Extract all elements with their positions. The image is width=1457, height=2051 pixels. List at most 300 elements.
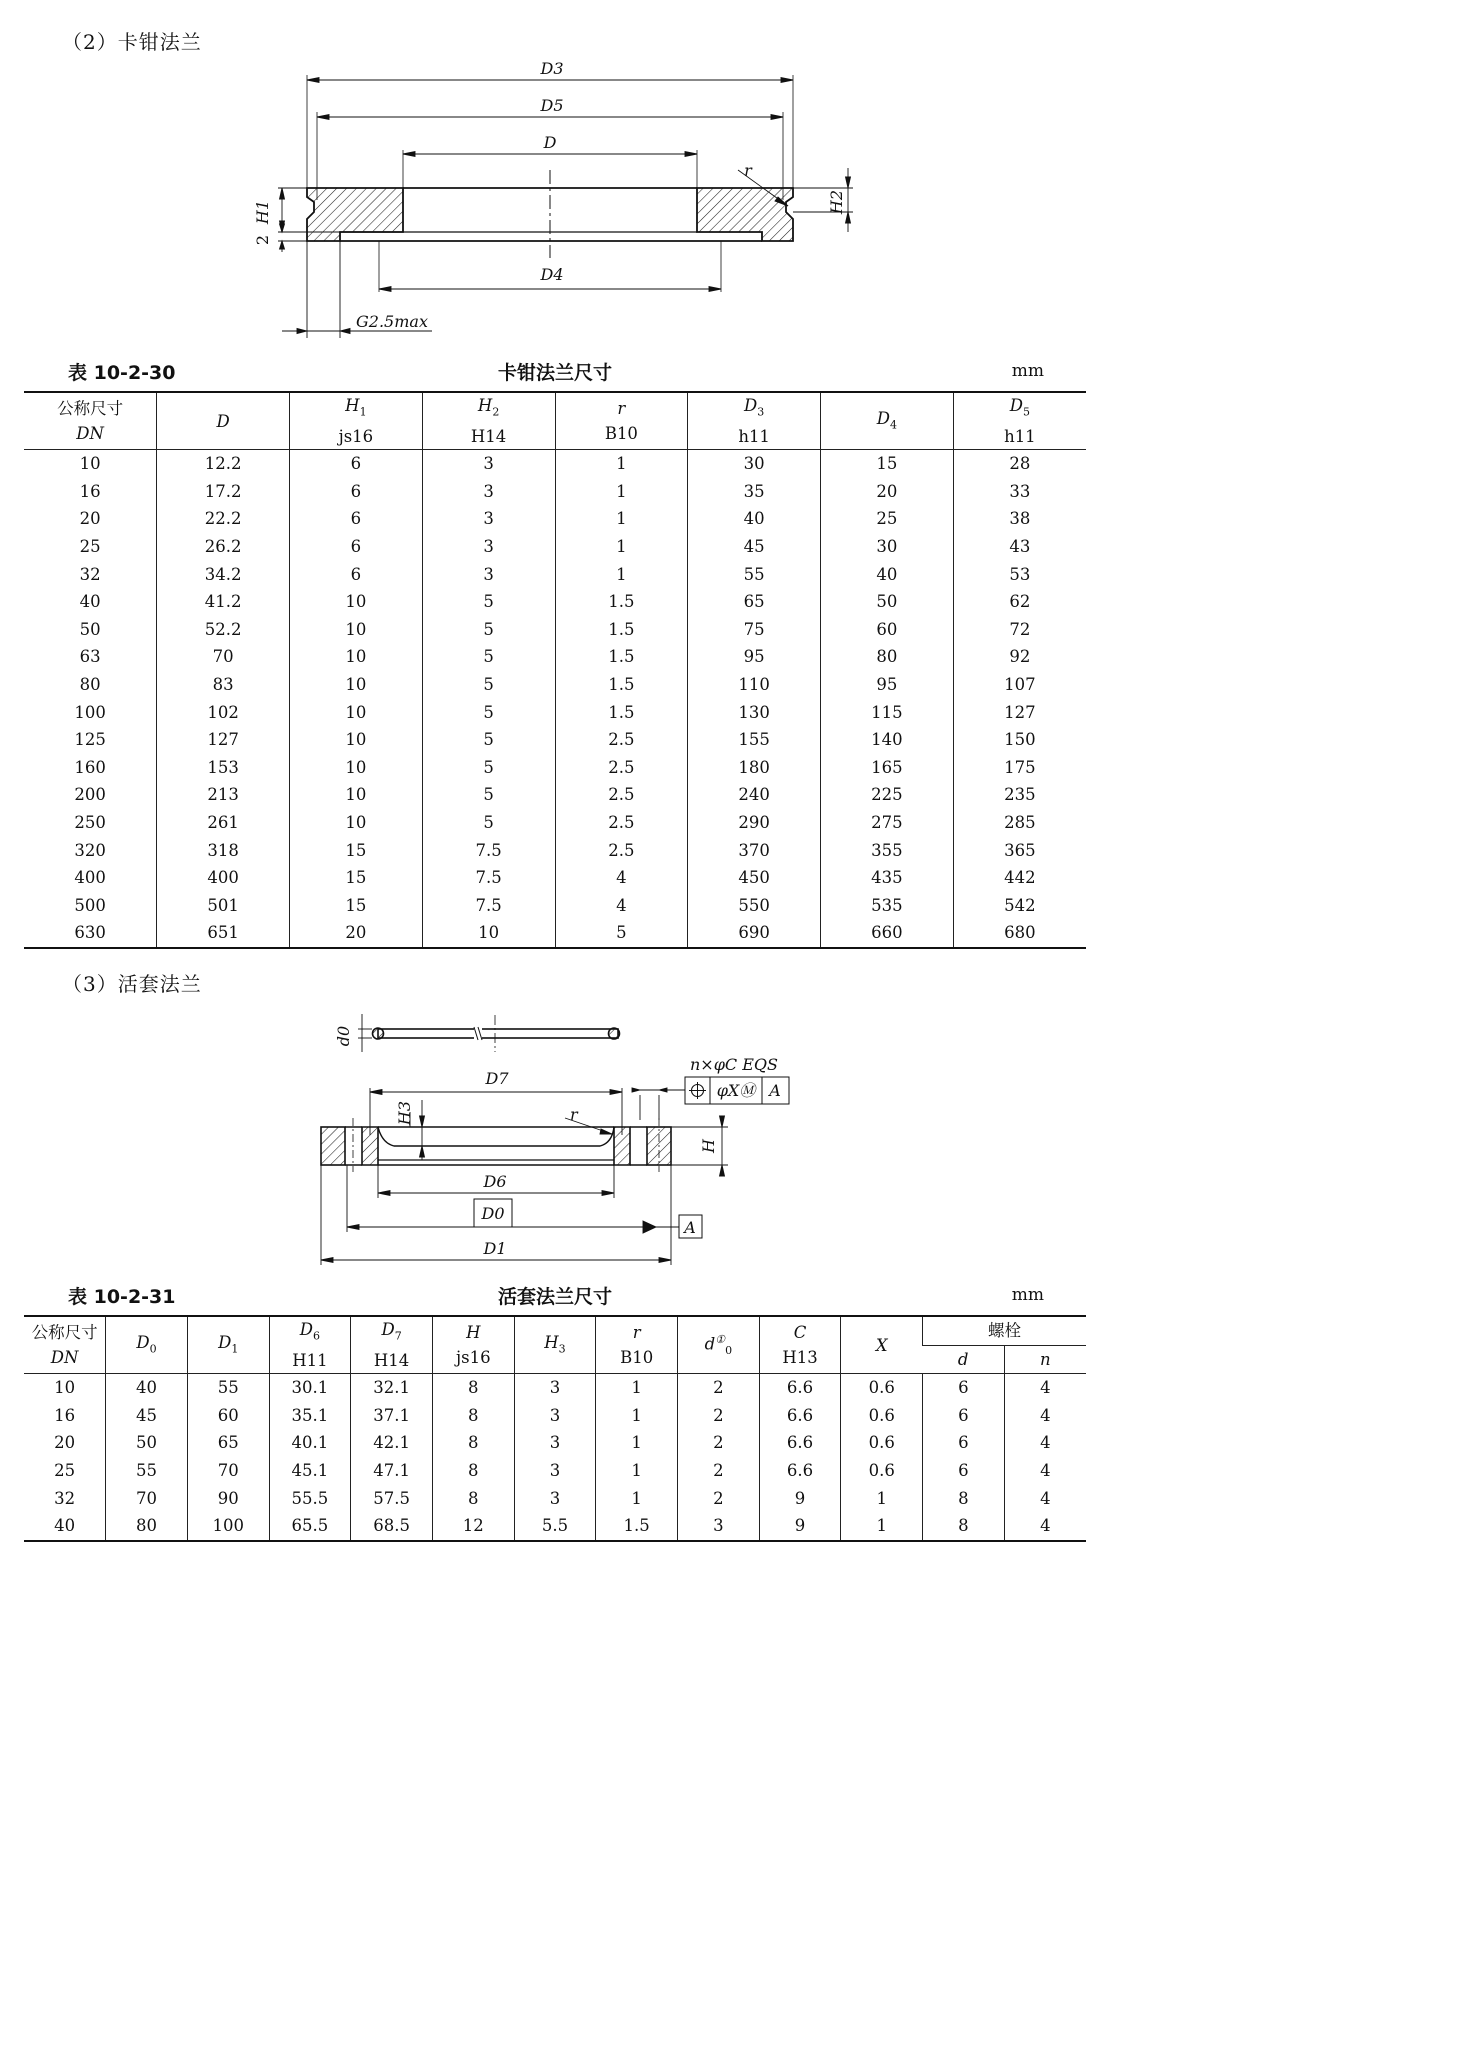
table-cell: 4: [1004, 1402, 1086, 1430]
table-cell: 651: [157, 919, 290, 948]
table-cell: 33: [953, 478, 1086, 506]
table-cell: 6: [290, 561, 423, 589]
table-cell: 153: [157, 754, 290, 782]
table-cell: 501: [157, 892, 290, 920]
table-cell: 155: [688, 726, 821, 754]
table-cell: 8: [923, 1485, 1005, 1513]
table-cell: 40: [688, 505, 821, 533]
table-cell: 1: [841, 1512, 923, 1541]
dim-label-d5: D5: [540, 96, 564, 115]
column-header-tolerance: DN: [76, 424, 104, 444]
column-header-subscript: 0: [149, 1341, 157, 1355]
table-cell: 15: [821, 450, 954, 478]
table-cell: 55.5: [269, 1485, 351, 1513]
table-cell: 3: [514, 1457, 596, 1485]
table-cell: 1: [555, 533, 688, 561]
table-cell: 25: [821, 505, 954, 533]
table-row: [24, 671, 1086, 699]
table-cell: 52.2: [157, 616, 290, 644]
column-header: [596, 1316, 678, 1374]
table-cell: 65: [187, 1429, 269, 1457]
column-header-subscript: 0: [725, 1344, 733, 1358]
table-cell: 40: [106, 1374, 188, 1402]
table-cell: 5: [422, 754, 555, 782]
table-cell: 7.5: [422, 837, 555, 865]
table-unit: mm: [1011, 1285, 1044, 1305]
table-cell: 115: [821, 699, 954, 727]
table-cell: 1.5: [596, 1512, 678, 1541]
dim-label-d6: D6: [483, 1172, 507, 1191]
table-cell: 32: [79, 564, 101, 584]
table-cell: 10: [290, 643, 423, 671]
table-row: [24, 837, 1086, 865]
table-row: [24, 533, 1086, 561]
table-cell: 45: [106, 1402, 188, 1430]
table-cell: 8: [432, 1429, 514, 1457]
table-cell: 690: [688, 919, 821, 948]
table-cell: 40.1: [269, 1429, 351, 1457]
table-cell: 3: [514, 1485, 596, 1513]
table-cell: 1: [596, 1485, 678, 1513]
column-header: [269, 1316, 351, 1374]
table-cell: 3: [514, 1374, 596, 1402]
table-cell: 50: [106, 1429, 188, 1457]
dim-label-d: D: [543, 133, 557, 152]
table-row: [24, 1374, 1086, 1402]
table-cell: 7.5: [422, 892, 555, 920]
table-cell: 10: [290, 671, 423, 699]
table-cell: 6.6: [759, 1402, 841, 1430]
table-cell: 0.6: [841, 1374, 923, 1402]
table-cell: 10: [79, 454, 101, 474]
loose-flange-drawing: [300, 1010, 820, 1272]
table-cell: 47.1: [351, 1457, 433, 1485]
table-row: [24, 809, 1086, 837]
table-cell: 240: [688, 781, 821, 809]
table-row: [24, 892, 1086, 920]
column-header-symbol: X: [875, 1335, 888, 1355]
dim-label-d4: D4: [540, 265, 564, 284]
column-header-subscript: 2: [492, 405, 500, 419]
dim-label-r: r: [570, 1105, 578, 1124]
table-cell: 55: [106, 1457, 188, 1485]
table-row: [24, 561, 1086, 589]
column-header: [422, 392, 555, 450]
column-header-symbol: 公称尺寸: [57, 399, 124, 419]
table-cell: 320: [74, 840, 106, 860]
table-cell: 40: [54, 1516, 76, 1536]
table-cell: 15: [290, 892, 423, 920]
column-header-tolerance: B10: [604, 424, 638, 444]
column-header-symbol: $D_6$: [299, 1320, 321, 1343]
column-header-subscript: 7: [394, 1329, 402, 1343]
table-cell: 290: [688, 809, 821, 837]
table-row: [24, 643, 1086, 671]
table-cell: 130: [688, 699, 821, 727]
table-cell: 10: [290, 699, 423, 727]
column-header: [106, 1316, 188, 1374]
table-row: [24, 588, 1086, 616]
column-header: [514, 1316, 596, 1374]
table-cell: 3: [678, 1512, 760, 1541]
table-cell: 2.5: [555, 837, 688, 865]
column-header-tolerance: H13: [782, 1348, 818, 1368]
table-cell: 6: [290, 533, 423, 561]
table-cell: 45.1: [269, 1457, 351, 1485]
table-number: 表 10-2-30: [68, 362, 176, 384]
column-header: [923, 1345, 1005, 1374]
table-10-2-31-header: [24, 1282, 1086, 1310]
table-cell: 65.5: [269, 1512, 351, 1541]
column-header-tolerance: H14: [470, 427, 507, 447]
datum-label-a: A: [684, 1218, 696, 1237]
table-cell: 12.2: [157, 450, 290, 478]
table-cell: 150: [953, 726, 1086, 754]
table-cell: 55: [688, 561, 821, 589]
column-header-symbol: $D_4$: [876, 408, 897, 431]
table-cell: 1: [596, 1374, 678, 1402]
table-cell: 3: [422, 561, 555, 589]
table-cell: 55: [187, 1374, 269, 1402]
table-cell: 6: [290, 450, 423, 478]
table-cell: 17.2: [157, 478, 290, 506]
table-cell: 355: [821, 837, 954, 865]
dim-label-h: H: [699, 1139, 718, 1153]
position-tolerance: φXⓂ: [716, 1081, 756, 1100]
table-cell: 5: [422, 809, 555, 837]
table-cell: 80: [821, 643, 954, 671]
table-cell: 60: [187, 1402, 269, 1430]
column-header: [759, 1316, 841, 1374]
table-cell: 1: [596, 1429, 678, 1457]
dim-label-g: G2.5max: [356, 312, 428, 331]
table-cell: 9: [759, 1485, 841, 1513]
table-cell: 62: [953, 588, 1086, 616]
table-caption: 活套法兰尺寸: [497, 1286, 612, 1308]
column-header: [351, 1316, 433, 1374]
column-header: [24, 392, 157, 450]
table-cell: 32: [54, 1488, 76, 1508]
column-header-subscript: 3: [558, 1341, 566, 1355]
clamp-flange-drawing: [240, 55, 880, 345]
table-cell: 34.2: [157, 561, 290, 589]
table-cell: 20: [821, 478, 954, 506]
table-cell: 2: [678, 1402, 760, 1430]
table-cell: 5.5: [514, 1512, 596, 1541]
table-cell: 75: [688, 616, 821, 644]
column-header-tolerance: B10: [620, 1348, 654, 1368]
table-row: [24, 781, 1086, 809]
column-header: [841, 1316, 923, 1374]
column-header-symbol: $D_3$: [744, 396, 765, 419]
table-cell: 5: [422, 588, 555, 616]
table-cell: 3: [422, 533, 555, 561]
table-cell: 10: [290, 809, 423, 837]
column-header-symbol: $D_5$: [1009, 396, 1030, 419]
table-cell: 16: [79, 481, 101, 501]
table-cell: 1.5: [555, 616, 688, 644]
table-cell: 1: [841, 1485, 923, 1513]
table-row: [24, 919, 1086, 948]
column-header-subscript: 1: [231, 1341, 239, 1355]
table-cell: 37.1: [351, 1402, 433, 1430]
dim-label-h1: H1: [253, 199, 272, 225]
table-cell: 15: [290, 864, 423, 892]
table-cell: 2: [678, 1457, 760, 1485]
table-cell: 57.5: [351, 1485, 433, 1513]
table-cell: 4: [1004, 1429, 1086, 1457]
table-cell: 45: [688, 533, 821, 561]
table-cell: 400: [74, 868, 106, 888]
column-header: [555, 392, 688, 450]
column-header: [953, 392, 1086, 450]
column-header-symbol: $H_2$: [477, 396, 500, 419]
dim-label-d0: d0: [334, 1025, 353, 1047]
table-cell: 2: [678, 1429, 760, 1457]
table-cell: 4: [1004, 1485, 1086, 1513]
table-cell: 10: [290, 616, 423, 644]
table-cell: 95: [688, 643, 821, 671]
table-cell: 16: [54, 1405, 76, 1425]
table-cell: 25: [54, 1461, 76, 1481]
table-cell: 0.6: [841, 1457, 923, 1485]
table-cell: 3: [514, 1429, 596, 1457]
bolt-group-header: 螺栓: [923, 1316, 1086, 1345]
column-header: [678, 1316, 760, 1374]
table-cell: 8: [432, 1402, 514, 1430]
column-header-subscript: 3: [757, 405, 765, 419]
column-header-subscript: 4: [889, 417, 897, 431]
column-header-symbol: D: [216, 411, 230, 431]
table-cell: 213: [157, 781, 290, 809]
column-header-symbol: C: [793, 1323, 807, 1343]
table-cell: 165: [821, 754, 954, 782]
table-cell: 3: [422, 505, 555, 533]
column-header-symbol: $D_0$: [136, 1332, 157, 1355]
table-cell: 285: [953, 809, 1086, 837]
table-cell: 680: [953, 919, 1086, 948]
table-cell: 6: [923, 1374, 1005, 1402]
table-cell: 660: [821, 919, 954, 948]
table-cell: 10: [54, 1378, 76, 1398]
table-cell: 22.2: [157, 505, 290, 533]
table-cell: 127: [953, 699, 1086, 727]
table-cell: 4: [1004, 1374, 1086, 1402]
table-cell: 95: [821, 671, 954, 699]
table-cell: 20: [54, 1433, 76, 1453]
table-cell: 20: [290, 919, 423, 948]
table-cell: 5: [422, 643, 555, 671]
table-cell: 125: [74, 730, 106, 750]
holes-note: n×φC EQS: [690, 1055, 778, 1074]
table-cell: 7.5: [422, 864, 555, 892]
column-header: [1004, 1345, 1086, 1374]
table-cell: 542: [953, 892, 1086, 920]
table-cell: 3: [422, 450, 555, 478]
table-cell: 200: [74, 785, 106, 805]
table-cell: 370: [688, 837, 821, 865]
column-header-symbol: $D_1$: [218, 1332, 239, 1355]
table-cell: 30.1: [269, 1374, 351, 1402]
table-cell: 12: [432, 1512, 514, 1541]
table-cell: 442: [953, 864, 1086, 892]
column-header: [24, 1316, 106, 1374]
table-cell: 43: [953, 533, 1086, 561]
table-cell: 630: [74, 923, 106, 943]
table-cell: 8: [432, 1485, 514, 1513]
table-cell: 35.1: [269, 1402, 351, 1430]
table-cell: 92: [953, 643, 1086, 671]
table-cell: 65: [688, 588, 821, 616]
footnote-marker: ①: [715, 1333, 726, 1347]
table-cell: 32.1: [351, 1374, 433, 1402]
table-row: [24, 450, 1086, 478]
table-cell: 1: [596, 1457, 678, 1485]
table-cell: 10: [290, 754, 423, 782]
table-cell: 1: [596, 1402, 678, 1430]
table-row: [24, 726, 1086, 754]
table-cell: 25: [79, 537, 101, 557]
table-cell: 8: [432, 1374, 514, 1402]
table-row: [24, 505, 1086, 533]
table-row: [24, 1457, 1086, 1485]
table-cell: 550: [688, 892, 821, 920]
table-cell: 15: [290, 837, 423, 865]
column-header-symbol: $D_7$: [381, 1320, 402, 1343]
dim-label-bolt-circle-d0: D0: [481, 1204, 505, 1223]
table-cell: 100: [187, 1512, 269, 1541]
table-cell: 450: [688, 864, 821, 892]
table-cell: 235: [953, 781, 1086, 809]
table-cell: 50: [821, 588, 954, 616]
table-cell: 4: [555, 892, 688, 920]
table-cell: 28: [953, 450, 1086, 478]
table-cell: 50: [79, 619, 101, 639]
table-cell: 175: [953, 754, 1086, 782]
table-cell: 0.6: [841, 1402, 923, 1430]
table-10-2-30-header: [24, 358, 1086, 386]
table-cell: 102: [157, 699, 290, 727]
table-cell: 2.5: [555, 781, 688, 809]
table-cell: 10: [422, 919, 555, 948]
table-cell: 68.5: [351, 1512, 433, 1541]
column-header-symbol: r: [632, 1323, 641, 1343]
table-cell: 180: [688, 754, 821, 782]
dim-label-2: 2: [253, 234, 272, 246]
table-cell: 535: [821, 892, 954, 920]
table-cell: 10: [290, 726, 423, 754]
column-header-symbol: 公称尺寸: [31, 1323, 98, 1343]
table-row: [24, 1402, 1086, 1430]
table-cell: 6.6: [759, 1457, 841, 1485]
column-header-symbol: $d^①_0$: [704, 1333, 733, 1358]
table-number: 表 10-2-31: [68, 1286, 176, 1308]
table-cell: 250: [74, 813, 106, 833]
column-header-symbol: $H_3$: [544, 1332, 566, 1355]
column-header-subscript: 6: [313, 1329, 321, 1343]
table-cell: 318: [157, 837, 290, 865]
table-cell: 5: [422, 781, 555, 809]
table-cell: 2.5: [555, 809, 688, 837]
table-row: [24, 699, 1086, 727]
table-cell: 63: [79, 647, 101, 667]
table-cell: 1: [555, 478, 688, 506]
dim-label-d3: D3: [540, 59, 564, 78]
table-cell: 6: [290, 505, 423, 533]
table-cell: 1: [555, 561, 688, 589]
column-header-symbol: H: [466, 1323, 481, 1343]
table-cell: 6: [923, 1429, 1005, 1457]
table-cell: 127: [157, 726, 290, 754]
table-cell: 1: [555, 450, 688, 478]
table-cell: 5: [422, 671, 555, 699]
table-cell: 2.5: [555, 754, 688, 782]
table-cell: 70: [157, 643, 290, 671]
table-cell: 107: [953, 671, 1086, 699]
table-cell: 6.6: [759, 1429, 841, 1457]
table-unit: mm: [1011, 361, 1044, 381]
table-cell: 9: [759, 1512, 841, 1541]
table-cell: 80: [106, 1512, 188, 1541]
table-cell: 6: [923, 1402, 1005, 1430]
table-cell: 8: [923, 1512, 1005, 1541]
table-cell: 140: [821, 726, 954, 754]
table-cell: 5: [422, 699, 555, 727]
table-row: [24, 1512, 1086, 1541]
dim-label-d7: D7: [485, 1069, 509, 1088]
table-cell: 40: [821, 561, 954, 589]
table-cell: 60: [821, 616, 954, 644]
column-header-symbol: n: [1040, 1349, 1051, 1369]
column-header-tolerance: DN: [50, 1348, 79, 1368]
table-cell: 275: [821, 809, 954, 837]
clamp-flange-dimension-table: [24, 391, 1086, 949]
table-cell: 110: [688, 671, 821, 699]
section-2-title: （2）卡钳法兰: [62, 30, 202, 54]
table-cell: 70: [187, 1457, 269, 1485]
column-header-tolerance: H11: [292, 1351, 328, 1371]
table-cell: 5: [422, 616, 555, 644]
column-header-tolerance: H14: [373, 1351, 410, 1371]
column-header-symbol: d: [957, 1349, 969, 1369]
column-header: [688, 392, 821, 450]
table-cell: 53: [953, 561, 1086, 589]
table-cell: 30: [688, 450, 821, 478]
table-cell: 90: [187, 1485, 269, 1513]
table-row: [24, 1429, 1086, 1457]
table-row: [24, 616, 1086, 644]
column-header-tolerance: h11: [1004, 427, 1036, 447]
section-3-title: （3）活套法兰: [62, 972, 202, 996]
table-cell: 500: [74, 895, 106, 915]
table-cell: 3: [422, 478, 555, 506]
column-header-symbol: r: [617, 399, 626, 419]
table-cell: 1.5: [555, 671, 688, 699]
table-cell: 35: [688, 478, 821, 506]
table-cell: 4: [555, 864, 688, 892]
column-header-tolerance: h11: [738, 427, 770, 447]
column-header-subscript: 5: [1022, 405, 1030, 419]
table-cell: 6: [290, 478, 423, 506]
table-cell: 400: [157, 864, 290, 892]
table-cell: 20: [79, 509, 101, 529]
column-header-tolerance: js16: [338, 427, 374, 447]
table-cell: 160: [74, 757, 106, 777]
loose-flange-dimension-table: [24, 1315, 1086, 1542]
table-cell: 10: [290, 781, 423, 809]
table-cell: 5: [555, 919, 688, 948]
table-cell: 30: [821, 533, 954, 561]
